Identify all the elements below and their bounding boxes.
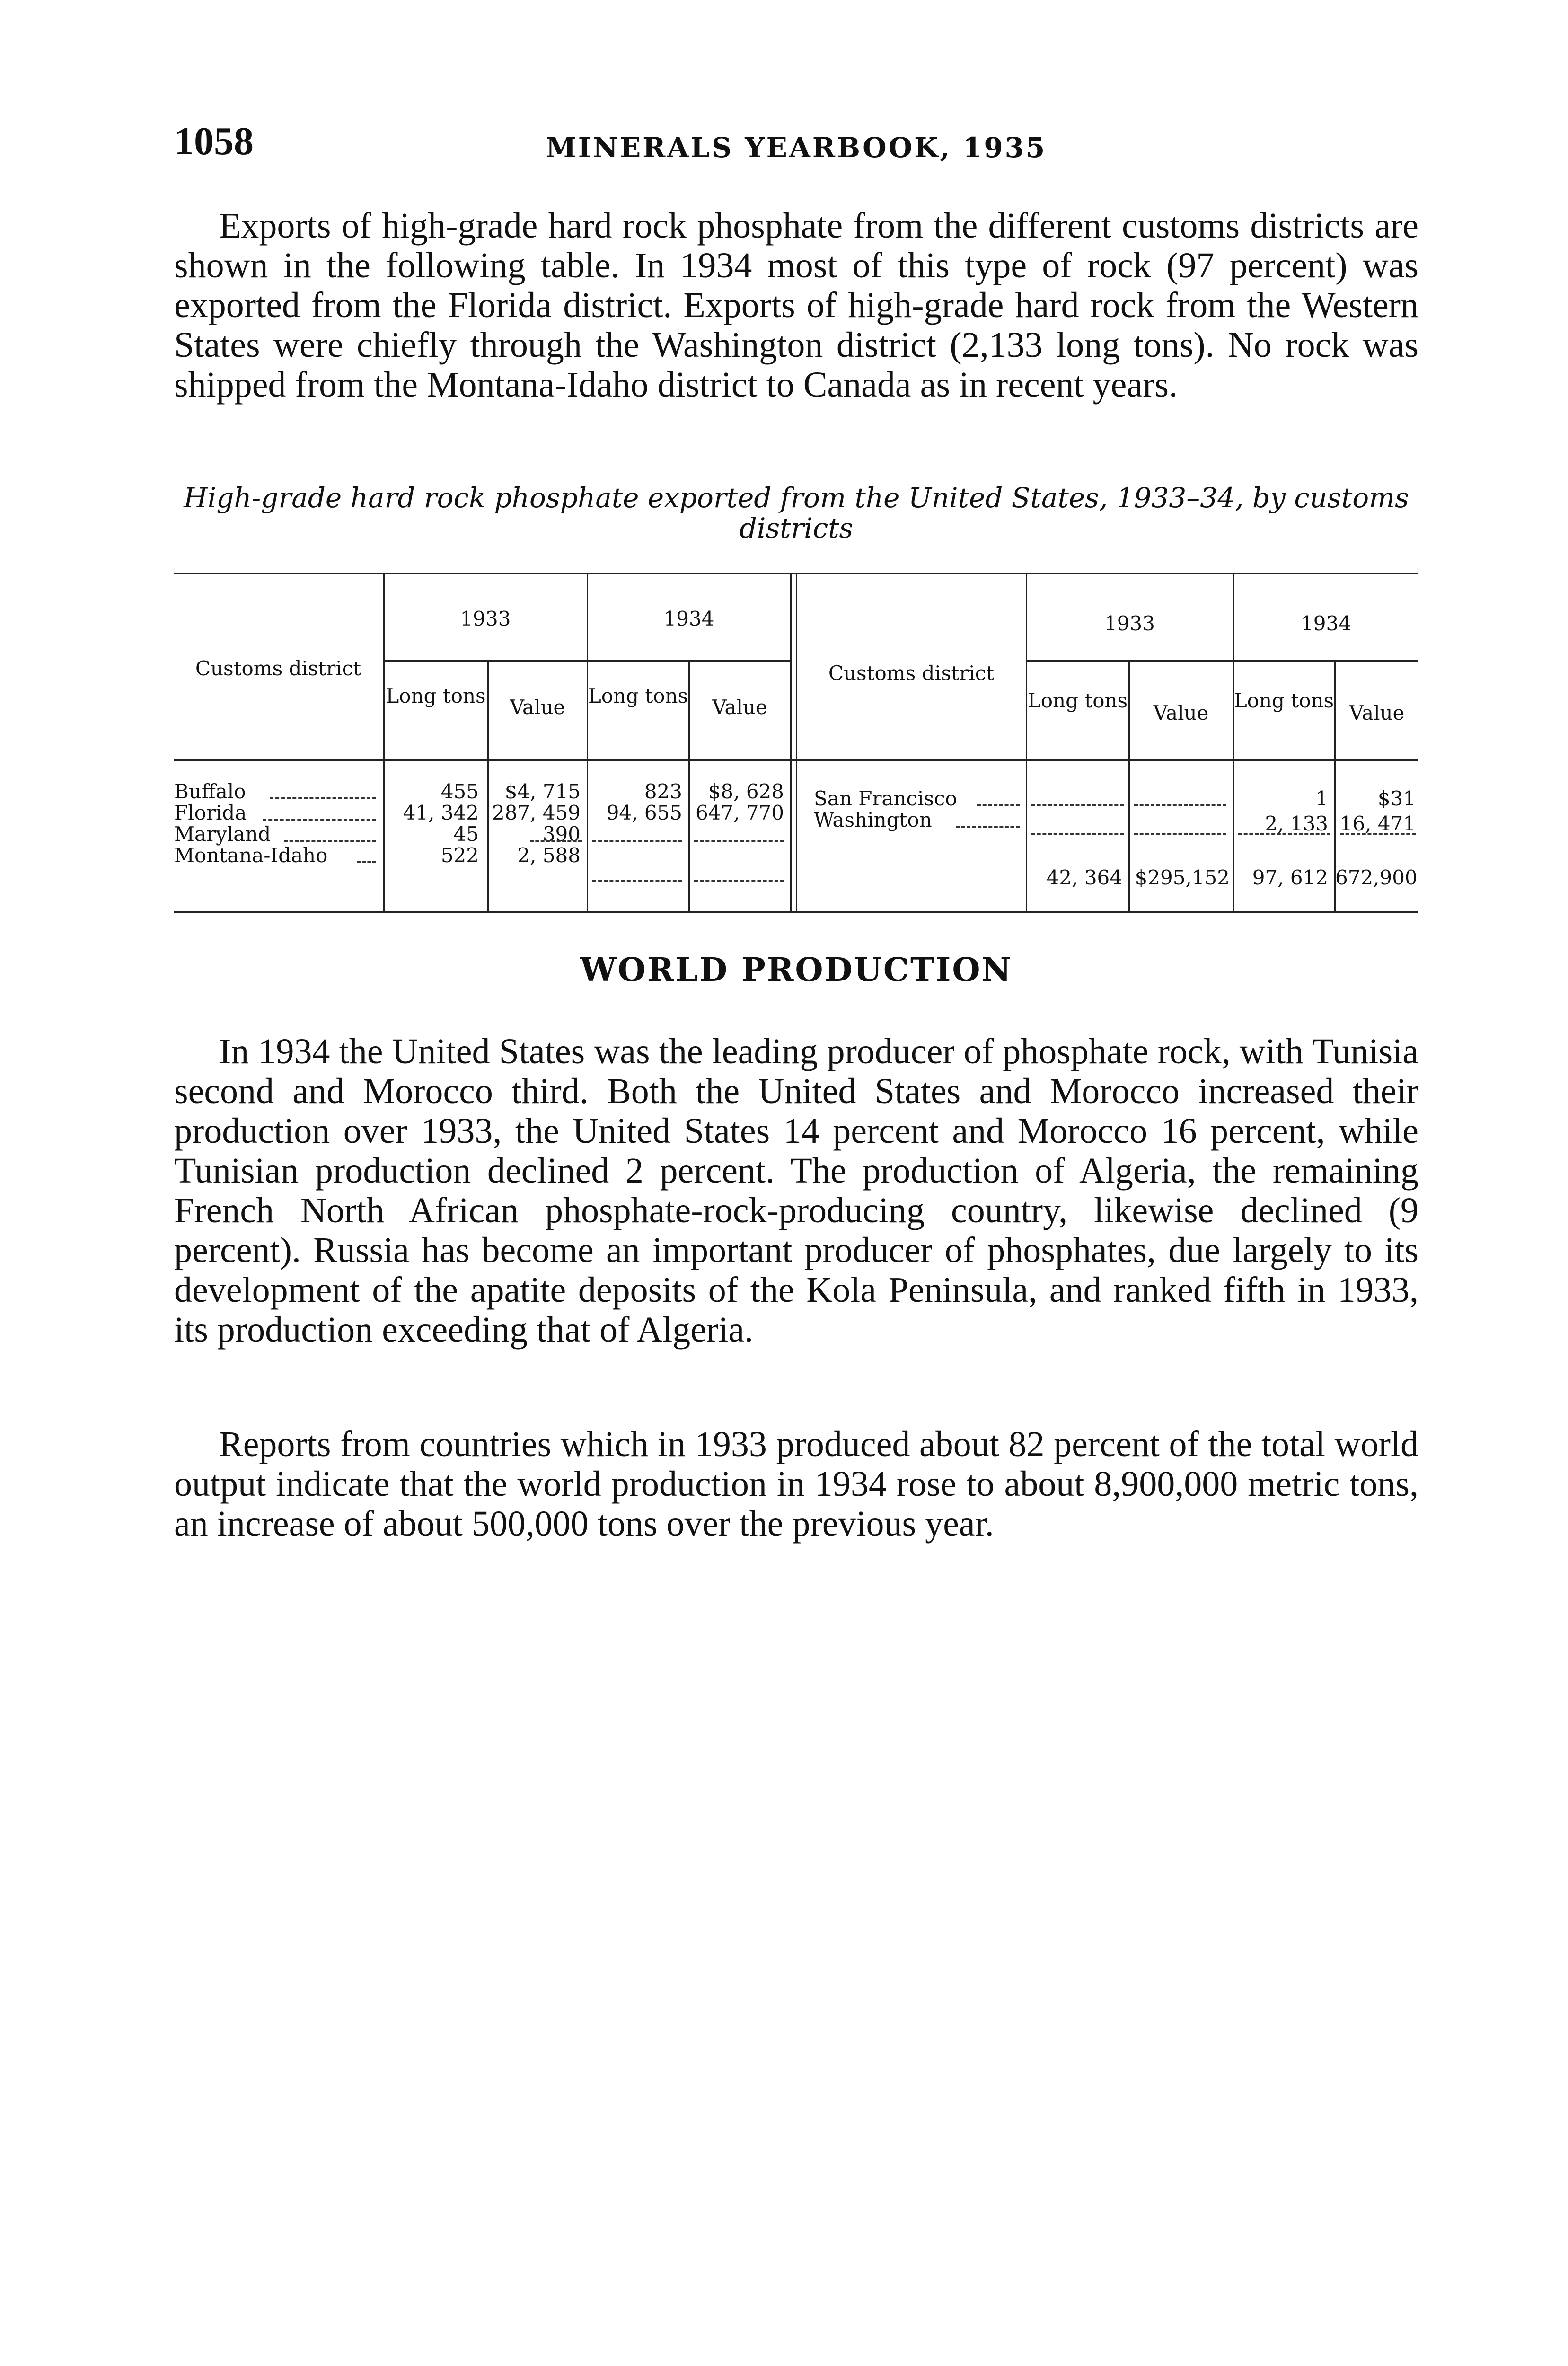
empty-cell-dashes: [1031, 804, 1124, 806]
header-1933: 1933: [460, 607, 511, 630]
year-rule-right: [1027, 660, 1418, 662]
empty-cell-dashes: [592, 840, 682, 842]
running-title: MINERALS YEARBOOK, 1935: [546, 132, 1047, 164]
empty-cell-dashes: [1031, 833, 1124, 835]
header-1934: 1934: [1301, 612, 1351, 635]
cell-tons-1934: 1: [1315, 787, 1328, 810]
cell-tons-1933: 522: [440, 844, 479, 867]
total-value-1933: $295,152: [1135, 866, 1230, 889]
column-rule: [796, 574, 797, 911]
world-production-paragraph: In 1934 the United States was the leading producer of phosphate rock, with Tunisia second and Morocco third. Both the United States and Morocco increased their production over 1933, the United States 14 percent and Morocco 16 percent, while Tunisian production declined 2 percent. The production of Algeria, the remaining French North African phosphate-rock-producing country, likewise declined (9 percent). Russia has become an important producer of phosphates, due largely to its development of the apatite deposits of the Kola Peninsula, and ranked fifth in 1933, its production exceeding that of Algeria.: [174, 1032, 1418, 1350]
header-1933: 1933: [1104, 612, 1155, 635]
header-customs-district: Customs district: [828, 662, 995, 685]
cell-value-1933: 2, 588: [517, 844, 581, 867]
cell-value-1934: $31: [1377, 787, 1416, 810]
table-bottom-rule: [174, 911, 1418, 913]
world-production-paragraph: Reports from countries which in 1933 produced about 82 percent of the total world output indicate that the world production in 1934 rose to about 8,900,000 metric tons, an increase of about 500,000 tons over the previous year.: [174, 1424, 1418, 1544]
empty-cell-dashes: [592, 880, 682, 882]
empty-cell-dashes: [1340, 833, 1416, 835]
leader-dashes: [263, 819, 376, 821]
cell-value-1933: 287, 459: [492, 801, 581, 824]
district-name: Florida: [174, 801, 247, 824]
header-1934: 1934: [663, 607, 714, 630]
empty-cell-dashes: [1134, 804, 1226, 806]
header-long-tons: Long tons: [386, 684, 486, 707]
leader-dashes: [977, 804, 1020, 806]
leader-dashes: [530, 840, 582, 842]
cell-tons-1933: 455: [440, 780, 479, 803]
cell-value-1934: 647, 770: [695, 801, 784, 824]
header-value: Value: [1349, 701, 1405, 724]
total-tons-1934: 97, 612: [1252, 866, 1328, 889]
header-customs-district: Customs district: [195, 657, 361, 680]
cell-tons-1934: 823: [644, 780, 682, 803]
header-long-tons: Long tons: [588, 684, 688, 707]
total-value-1934: 672,900: [1335, 866, 1418, 889]
empty-cell-dashes: [694, 840, 784, 842]
district-name: Maryland: [174, 822, 271, 846]
cell-tons-1933: 41, 342: [403, 801, 479, 824]
cell-value-1934: 16, 471: [1339, 812, 1416, 835]
leader-dashes: [956, 826, 1020, 828]
running-head: [174, 118, 1418, 170]
column-rule: [790, 574, 792, 911]
district-name: Montana-Idaho: [174, 844, 328, 867]
district-name: Buffalo: [174, 780, 246, 803]
header-long-tons: Long tons: [1233, 689, 1334, 712]
page-number: 1058: [174, 119, 254, 163]
cell-value-1934: $8, 628: [708, 780, 784, 803]
header-value: Value: [1153, 701, 1209, 724]
cell-tons-1934: 94, 655: [606, 801, 682, 824]
header-value: Value: [510, 696, 565, 719]
cell-value-1933: $4, 715: [504, 780, 581, 803]
table-caption: High-grade hard rock phosphate exported from the United States, 1933–34, by customs districts: [184, 482, 1409, 544]
cell-tons-1934: 2, 133: [1265, 812, 1328, 835]
section-heading: WORLD PRODUCTION: [580, 951, 1013, 989]
leader-dashes: [284, 840, 376, 842]
intro-paragraph: Exports of high-grade hard rock phosphate from the different customs districts are shown in the following table. In 1934 most of this type of rock (97 percent) was exported from the Florida district. Exports of high-grade hard rock from the Western States were chiefly through the Washington district (2,133 long tons). No rock was shipped from the Montana-Idaho district to Canada as in recent years.: [174, 206, 1418, 405]
district-name: Washington: [814, 808, 932, 831]
empty-cell-dashes: [1238, 833, 1330, 835]
leader-dashes: [270, 797, 376, 799]
district-name: San Francisco: [814, 787, 957, 810]
empty-cell-dashes: [1134, 833, 1226, 835]
header-long-tons: Long tons: [1027, 689, 1128, 712]
total-tons-1933: 42, 364: [1046, 866, 1122, 889]
empty-cell-dashes: [694, 880, 784, 882]
cell-tons-1933: 45: [453, 822, 479, 846]
cell-value-1933: 390: [542, 822, 581, 846]
leader-dashes: [357, 861, 376, 863]
header-value: Value: [712, 696, 767, 719]
